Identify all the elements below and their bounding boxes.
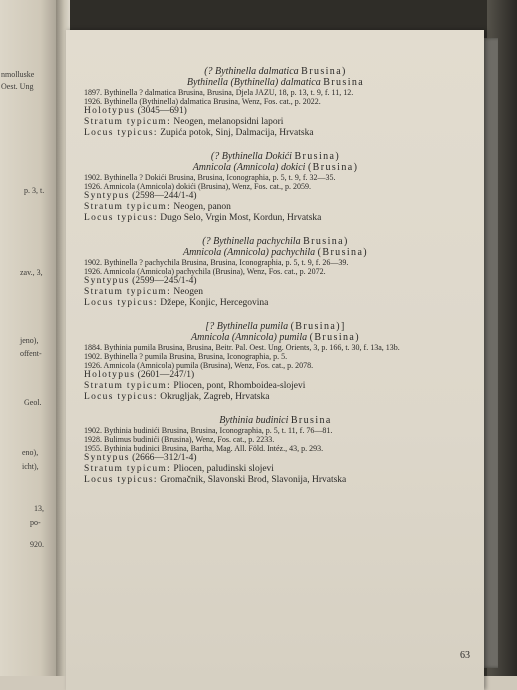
left-fragment: p. 3, t. xyxy=(24,186,45,195)
bibliographic-reference: 1926. Amnicola (Amnicola) pumila (Brusina), Wenz, Fos. cat., p. 2078. xyxy=(84,361,314,370)
left-fragment: Oest. Ung xyxy=(1,82,34,91)
entry-original-name: (? Bythinella dalmatica Brusina) xyxy=(204,66,347,77)
locus-field: Locus typicus: Džepe, Konjic, Hercegovina xyxy=(84,298,269,308)
left-fragment: icht), xyxy=(22,462,39,471)
bibliographic-reference: 1926. Bythinella (Bythinella) dalmatica Brusina, Wenz, Fos. cat., p. 2022. xyxy=(84,97,321,106)
species-entry xyxy=(78,151,473,224)
species-entry xyxy=(78,321,473,403)
left-fragment: po- xyxy=(30,518,41,527)
left-fragment: offent- xyxy=(20,349,42,358)
left-fragment: eno), xyxy=(22,448,39,457)
locus-field: Locus typicus: Okrugljak, Zagreb, Hrvatska xyxy=(84,392,270,402)
catalog-entries xyxy=(78,66,473,498)
type-specimen-field: Syntypus (2666—312/1-4) xyxy=(84,453,197,463)
entry-valid-name: Amnicola (Amnicola) pachychila (Brusina) xyxy=(182,247,369,258)
bibliographic-reference: 1926. Amnicola (Amnicola) pachychila (Brusina), Wenz, Fos. cat., p. 2072. xyxy=(84,267,326,276)
bibliographic-reference: 1902. Bythinella ? pachychila Brusina, Brusina, Iconographia, p. 5, t. 9, f. 26—39. xyxy=(84,258,349,267)
left-fragment: zav., 3, xyxy=(20,268,43,277)
left-fragment: 920. xyxy=(30,540,44,549)
stratum-field: Stratum typicum: Neogen xyxy=(84,287,203,297)
stratum-field: Stratum typicum: Neogen, panon xyxy=(84,202,231,212)
type-specimen-field: Syntypus (2598—244/1-4) xyxy=(84,191,197,201)
bibliographic-reference: 1884. Bythinia pumila Brusina, Brusina, Beitr. Pal. Oest. Ung. Orients, 3, p. 166, t. 30, f. 13a, 13b. xyxy=(84,343,400,352)
bibliographic-reference: 1897. Bythinella ? dalmatica Brusina, Brusina, Djela JAZU, 18, p. 13, t. 9, f. 11, 12. xyxy=(84,88,354,97)
bibliographic-reference: 1902. Bythinia budinići Brusina, Brusina, Iconographia, p. 5, t. 11, f. 76—81. xyxy=(84,426,333,435)
entry-valid-name: Bythinia budinici Brusina xyxy=(219,415,332,426)
locus-field: Locus typicus: Gromačnik, Slavonski Brod, Slavonija, Hrvatska xyxy=(84,475,347,485)
type-specimen-field: Holotypus (3045—691) xyxy=(84,106,187,116)
left-fragment: 13, xyxy=(34,504,44,513)
left-fragment: jeno), xyxy=(20,336,39,345)
entry-original-name: (? Bythinella Dokići Brusina) xyxy=(210,151,341,162)
page-number: 63 xyxy=(460,650,470,661)
species-entry xyxy=(78,236,473,309)
bibliographic-reference: 1928. Bulimus budinići (Brusina), Wenz, Fos. cat., p. 2233. xyxy=(84,435,275,444)
entry-valid-name: Amnicola (Amnicola) pumila (Brusina) xyxy=(191,332,360,343)
stratum-field: Stratum typicum: Pliocen, pont, Rhomboidea-slojevi xyxy=(84,381,306,391)
species-entry xyxy=(78,66,473,139)
stratum-field: Stratum typicum: Neogen, melanopsidni lapori xyxy=(84,117,284,127)
bibliographic-reference: 1926. Amnicola (Amnicola) dokići (Brusina), Wenz, Fos. cat., p. 2059. xyxy=(84,182,311,191)
bibliographic-reference: 1955. Bythinia budinici Brusina, Bartha, Mag. All. Föld. Intéz., 43, p. 293. xyxy=(84,444,324,453)
left-fragment: Geol. xyxy=(24,398,42,407)
locus-field: Locus typicus: Zupića potok, Sinj, Dalmacija, Hrvatska xyxy=(84,128,314,138)
locus-field: Locus typicus: Dugo Selo, Vrgin Most, Kordun, Hrvatska xyxy=(84,213,322,223)
entry-valid-name: Bythinella (Bythinella) dalmatica Brusina xyxy=(186,77,365,88)
entry-valid-name: Amnicola (Amnicola) dokici (Brusina) xyxy=(192,162,359,173)
type-specimen-field: Holotypus (2601—247/1) xyxy=(84,370,195,380)
bibliographic-reference: 1902. Bythinella ? pumila Brusina, Brusina, Iconographia, p. 5. xyxy=(84,352,288,361)
stratum-field: Stratum typicum: Pliocen, paludinski slojevi xyxy=(84,464,274,474)
left-page xyxy=(0,0,58,690)
left-fragment: nmolluske xyxy=(1,70,35,79)
species-entry xyxy=(78,415,473,486)
bibliographic-reference: 1902. Bythinella ? Dokići Brusina, Brusina, Iconographia, p. 5, t. 9, f. 32—35. xyxy=(84,173,336,182)
entry-original-name: [? Bythinella pumila (Brusina)] xyxy=(205,321,346,332)
entry-original-name: (? Bythinella pachychila Brusina) xyxy=(202,236,349,247)
type-specimen-field: Syntypus (2599—245/1-4) xyxy=(84,276,197,286)
